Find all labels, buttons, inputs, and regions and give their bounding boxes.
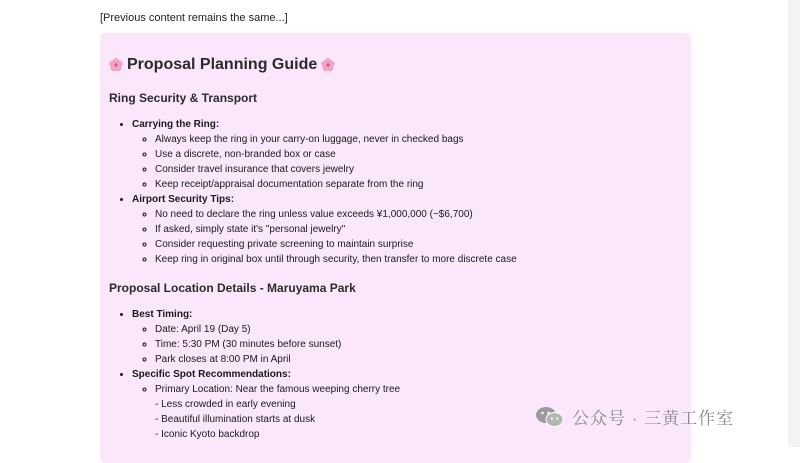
list-item: ◦ Park closes at 8:00 PM in April — [155, 352, 691, 367]
list-item: - Less crowded in early evening — [155, 399, 296, 410]
group-label: Carrying the Ring: — [132, 119, 220, 130]
section-heading-proposal-location: Proposal Location Details - Maruyama Park — [109, 281, 356, 295]
page-title-text: Proposal Planning Guide — [127, 56, 318, 73]
list-item: ◦ If asked, simply state it's "personal jewelry" — [155, 222, 691, 237]
list-item: ◦ Consider travel insurance that covers jewelry — [155, 162, 691, 177]
cherry-blossom-icon — [321, 58, 335, 72]
cherry-blossom-icon — [109, 58, 123, 72]
group-label: Specific Spot Recommendations: — [132, 369, 291, 380]
group-label: Airport Security Tips: — [132, 194, 235, 205]
group-label: Best Timing: — [132, 309, 193, 320]
watermark-text: 公众号 · 三黄工作室 — [572, 409, 735, 428]
ring-security-list — [109, 117, 691, 267]
section-heading-ring-security: Ring Security & Transport — [109, 91, 258, 105]
list-item: ◦ Use a discrete, non-branded box or case — [155, 147, 691, 162]
list-item: ◦ Time: 5:30 PM (30 minutes before sunset) — [155, 337, 691, 352]
list-item: ◦ Keep receipt/appraisal documentation separate from the ring — [155, 177, 691, 192]
list-item — [132, 192, 691, 267]
list-item: ◦ No need to declare the ring unless value exceeds ¥1,000,000 (~$6,700) — [155, 207, 691, 222]
scrollbar[interactable] — [788, 0, 800, 447]
list-item: ◦ Date: April 19 (Day 5) — [155, 322, 691, 337]
wechat-icon — [535, 405, 565, 429]
list-item: ◦ Keep ring in original box until through security, then transfer to more discrete case — [155, 252, 691, 267]
intro-text: [Previous content remains the same...] — [100, 12, 288, 24]
watermark — [535, 404, 734, 429]
list-item: ◦ Primary Location: Near the famous weeping cherry tree — [155, 382, 691, 397]
list-item: - Beautiful illumination starts at dusk — [155, 414, 316, 425]
proposal-guide-card — [100, 33, 691, 463]
list-item — [132, 307, 691, 367]
list-item: ◦ Consider requesting private screening to maintain surprise — [155, 237, 691, 252]
page-title — [109, 55, 691, 75]
list-item: - Iconic Kyoto backdrop — [155, 429, 260, 440]
list-item: ◦ Always keep the ring in your carry-on luggage, never in checked bags — [155, 132, 691, 147]
list-item — [132, 117, 691, 192]
